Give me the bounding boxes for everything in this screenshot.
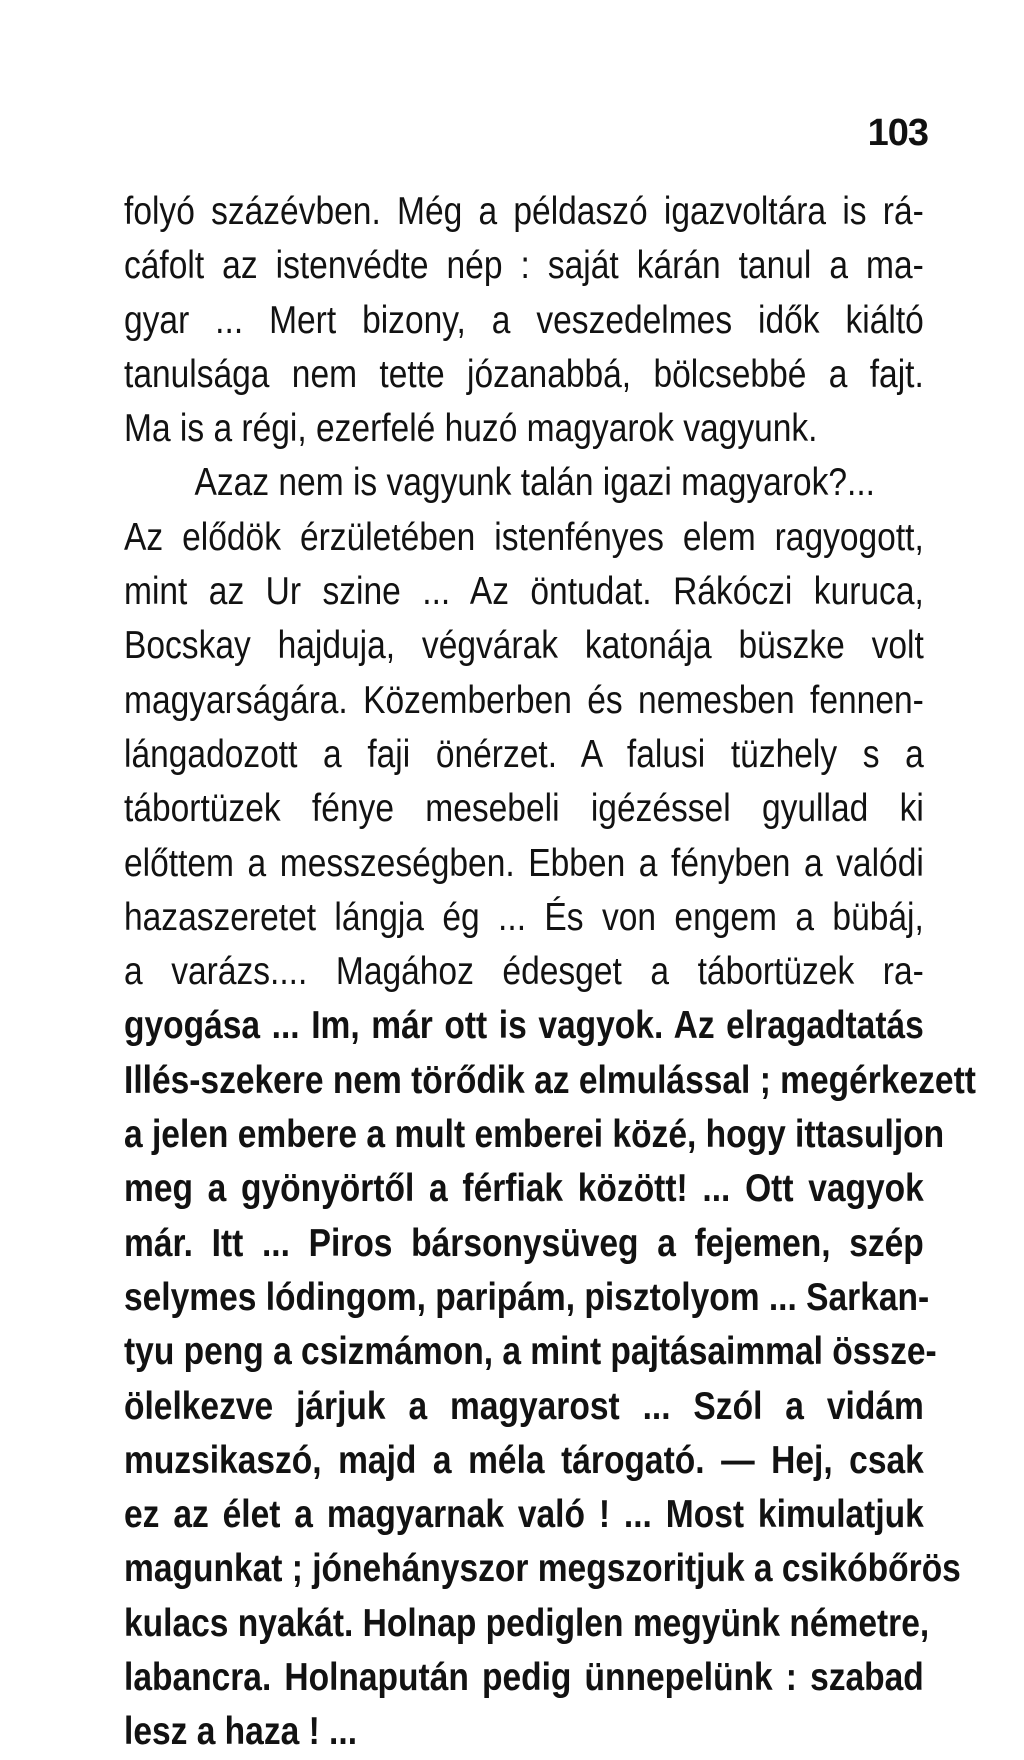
text-line: ölelkezve járjuk a magyarost ... Szól a vidám	[124, 1384, 924, 1428]
text-line: gyogása ... Im, már ott is vagyok. Az elragadtatás	[124, 1004, 924, 1048]
text-line: a jelen embere a mult emberei közé, hogy ittasuljon	[124, 1113, 945, 1157]
text-line: Bocskay hajduja, végvárak katonája büszke volt	[124, 624, 924, 668]
text-line: Ma is a régi, ezerfelé huzó magyarok vagyunk.	[124, 407, 818, 451]
text-line: magyarságára. Közemberben és nemesben fennen-	[124, 678, 924, 722]
text-line: a varázs.... Magához édesget a tábortüzek ra-	[124, 950, 924, 994]
text-line: mint az Ur szine ... Az öntudat. Rákóczi kuruca,	[124, 570, 924, 614]
body-text	[124, 185, 976, 1760]
text-line: tábortüzek fénye mesebeli igézéssel gyullad ki	[124, 787, 924, 831]
text-line: lesz a haza ! ...	[124, 1710, 358, 1754]
text-line: hazaszeretet lángja ég ... És von engem a bübáj,	[124, 895, 924, 939]
text-line: labancra. Holnapután pedig ünnepelünk : szabad	[124, 1656, 924, 1700]
page-number: 103	[867, 112, 928, 154]
text-line: folyó százévben. Még a példaszó igazvoltára is rá-	[124, 190, 924, 233]
text-line: gyar ... Mert bizony, a veszedelmes idők kiáltó	[124, 298, 924, 342]
text-line: cáfolt az istenvédte nép : saját kárán tanul a ma-	[124, 244, 924, 288]
text-line: selymes lódingom, paripám, pisztolyom ... Sarkan-	[124, 1275, 930, 1319]
text-line: tyu peng a csizmámon, a mint pajtásaimmal össze-	[124, 1330, 937, 1374]
text-line: tanulsága nem tette józanabbá, bölcsebbé a fajt.	[124, 352, 924, 396]
text-line: Az elődök érzületében istenfényes elem ragyogott,	[124, 515, 924, 559]
text-line: magunkat ; jónehányszor megszoritjuk a csikóbőrös	[124, 1547, 961, 1591]
text-line: már. Itt ... Piros bársonysüveg a fejemen, szép	[124, 1221, 924, 1265]
text-line: ez az élet a magyarnak való ! ... Most kimulatjuk	[124, 1493, 924, 1537]
text-line: Illés-szekere nem törődik az elmulással ; megérkezett	[124, 1058, 976, 1102]
text-line: előttem a messzeségben. Ebben a fényben a valódi	[124, 841, 924, 885]
text-line: meg a gyönyörtől a férfiak között! ... Ott vagyok	[124, 1167, 924, 1211]
text-line: Azaz nem is vagyunk talán igazi magyarok?...	[194, 461, 875, 505]
text-line: kulacs nyakát. Holnap pediglen megyünk németre,	[124, 1601, 930, 1645]
text-line: muzsikaszó, majd a méla tárogató. — Hej, csak	[124, 1438, 924, 1482]
text-line: lángadozott a faji önérzet. A falusi tüzhely s a	[124, 732, 924, 776]
